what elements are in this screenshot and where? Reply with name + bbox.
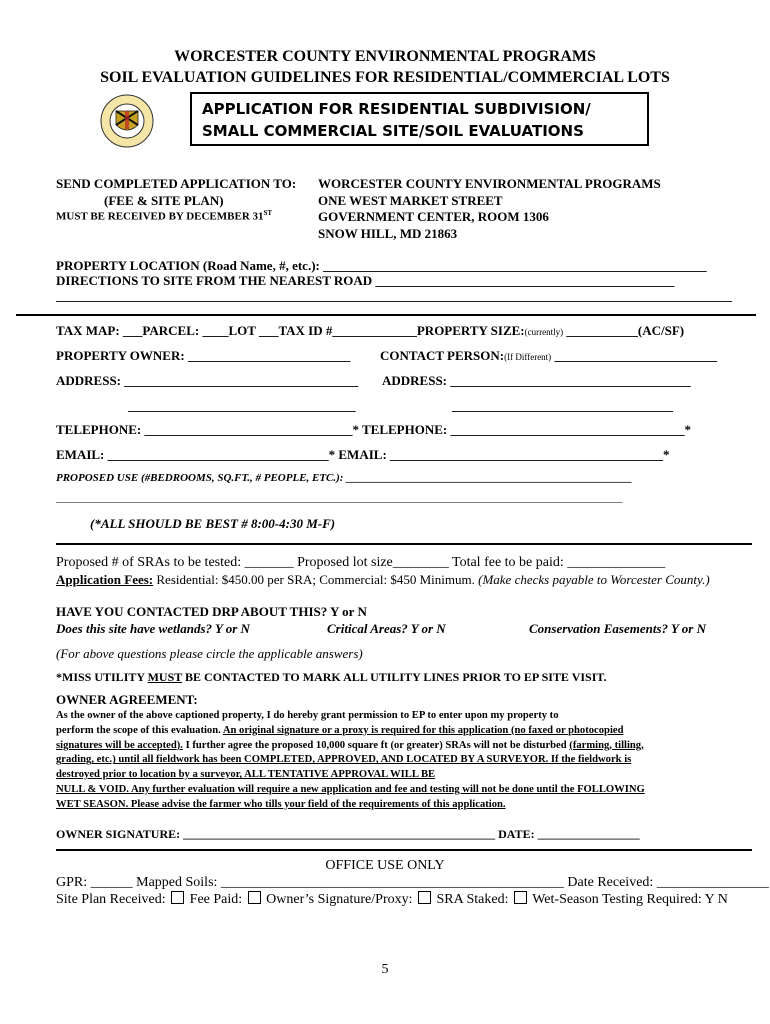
circle-answers-note: (For above questions please circle the applicable answers) <box>56 646 363 661</box>
divider-top <box>16 314 756 316</box>
divider-bottom <box>56 849 752 851</box>
application-title-line-2: SMALL COMMERCIAL SITE/SOIL EVALUATIONS <box>202 122 584 140</box>
header-title-2: SOIL EVALUATION GUIDELINES FOR RESIDENTIAL/COMMERCIAL LOTS <box>100 69 670 86</box>
property-location-field[interactable]: PROPERTY LOCATION (Road Name, #, etc.): ___________________________________________________________ <box>56 258 707 273</box>
critical-areas-question: Critical Areas? Y or N <box>327 621 446 636</box>
agreement-line-3a: signatures will be accepted). <box>56 739 183 751</box>
deadline <box>56 209 272 223</box>
agreement-line-4 <box>56 753 761 768</box>
best-time-note: (*ALL SHOULD BE BEST # 8:00-4:30 M-F) <box>90 516 336 531</box>
fee-site-plan: (FEE & SITE PLAN) <box>104 193 224 208</box>
agreement-line-1: As the owner of the above captioned property, I do hereby grant permission to EP to enter upon my property to <box>56 710 559 721</box>
contact-person-field[interactable]: _________________________ <box>554 348 717 363</box>
address-line-4: SNOW HILL, MD 21863 <box>318 226 458 241</box>
county-seal-logo <box>92 93 162 149</box>
fees-detail: Residential: $450.00 per SRA; Commercial: $450 Minimum. <box>153 572 479 587</box>
miss-utility-pre: *MISS UTILITY <box>56 670 148 684</box>
owner-agreement-title: OWNER AGREEMENT: <box>56 692 198 707</box>
property-owner-field[interactable]: PROPERTY OWNER: _________________________ <box>56 348 351 363</box>
agreement-line-3b: I further agree the proposed 10,000 square ft (or greater) SRAs will not be disturbed <box>182 739 570 751</box>
directions-blank-line[interactable]: ________________________________________________________________________________________________________ <box>56 288 732 303</box>
fee-paid-label: Fee Paid: <box>189 892 243 907</box>
proposed-use-blank[interactable]: _______________________________________________________________________________________________________ <box>56 492 623 504</box>
deadline-sup: ST <box>263 209 273 217</box>
agreement-line-3 <box>56 739 761 754</box>
drp-question: HAVE YOU CONTACTED DRP ABOUT THIS? Y or N <box>56 604 367 619</box>
agreement-line-4b: If the fieldwork is <box>548 754 632 766</box>
proposed-use-field[interactable]: PROPOSED USE (#BEDROOMS, SQ.FT., # PEOPLE, ETC.): ____________________________________________________ <box>56 472 633 484</box>
address-right-field[interactable]: ADDRESS: _____________________________________ <box>382 373 691 388</box>
if-different-note: (If Different) <box>504 352 552 362</box>
directions-field[interactable]: DIRECTIONS TO SITE FROM THE NEAREST ROAD ______________________________________________ <box>56 273 675 288</box>
owner-agreement-text <box>56 709 761 813</box>
header-title-1: WORCESTER COUNTY ENVIRONMENTAL PROGRAMS <box>174 48 596 65</box>
tax-map-row[interactable] <box>56 323 684 339</box>
agreement-line-7: WET SEASON. Please advise the farmer who tills your field of the requirements of this application. <box>56 798 506 810</box>
deadline-text: MUST BE RECEIVED BY DECEMBER 31 <box>56 210 264 223</box>
site-plan-label: Site Plan Received: <box>56 892 166 907</box>
contact-person-label: CONTACT PERSON: <box>380 348 505 363</box>
address-left-line-2[interactable]: ___________________________________ <box>128 398 356 413</box>
address-left-field[interactable]: ADDRESS: ____________________________________ <box>56 373 359 388</box>
sra-staked-label: SRA Staked: <box>436 892 509 907</box>
application-title-box <box>190 92 649 146</box>
agreement-line-4a: grading, etc.) until all fieldwork has been COMPLETED, APPROVED, AND LOCATED BY A SURVEYOR. <box>56 754 549 766</box>
address-line-2: ONE WEST MARKET STREET <box>318 193 503 208</box>
agreement-line-2 <box>56 724 761 739</box>
address-line-3: GOVERNMENT CENTER, ROOM 1306 <box>318 209 549 224</box>
owner-sig-label: Owner’s Signature/Proxy: <box>266 892 413 907</box>
agreement-line-2a: perform the scope of this evaluation. <box>56 724 223 736</box>
application-title-line-1: APPLICATION FOR RESIDENTIAL SUBDIVISION/ <box>202 100 591 118</box>
currently-note: (currently) <box>524 327 564 337</box>
conservation-question: Conservation Easements? Y or N <box>529 621 706 636</box>
sra-fee-line[interactable]: Proposed # of SRAs to be tested: _______ Proposed lot size________ Total fee to be paid: ______________ <box>56 555 666 570</box>
fee-paid-checkbox[interactable] <box>248 891 261 904</box>
gpr-line[interactable]: GPR: ______ Mapped Soils: _________________________________________________ Date Received: ________________ <box>56 875 769 890</box>
address-right-line-2[interactable]: __________________________________ <box>452 398 673 413</box>
owner-signature-field[interactable]: OWNER SIGNATURE: ____________________________________________________ DATE: _________________ <box>56 827 640 841</box>
contact-person-row[interactable] <box>380 348 717 364</box>
address-line-1: WORCESTER COUNTY ENVIRONMENTAL PROGRAMS <box>318 176 661 191</box>
telephone-row[interactable]: TELEPHONE: ________________________________* TELEPHONE: ____________________________________* <box>56 422 691 437</box>
office-checklist <box>56 891 728 908</box>
agreement-line-3c: (farming, tilling, <box>569 739 644 751</box>
agreement-line-5: destroyed prior to location by a surveyor, ALL TENTATIVE APPROVAL WILL BE <box>56 769 436 781</box>
send-label: SEND COMPLETED APPLICATION TO: <box>56 176 297 191</box>
checks-note: (Make checks payable to Worcester County.) <box>478 572 710 587</box>
fees-label: Application Fees: <box>56 572 154 587</box>
property-size-field[interactable]: ___________(AC/SF) <box>566 323 685 338</box>
office-use-title: OFFICE USE ONLY <box>325 858 445 873</box>
agreement-line-2b: An original signature or a proxy is required for this application (no faxed or photocopied <box>222 724 624 736</box>
site-plan-checkbox[interactable] <box>171 891 184 904</box>
miss-utility-must: MUST <box>147 670 183 684</box>
owner-sig-checkbox[interactable] <box>418 891 431 904</box>
miss-utility-note <box>56 670 607 685</box>
miss-utility-post: BE CONTACTED TO MARK ALL UTILITY LINES PRIOR TO EP SITE VISIT. <box>182 670 607 684</box>
email-row[interactable]: EMAIL: __________________________________* EMAIL: __________________________________________* <box>56 447 670 462</box>
divider-middle <box>56 543 752 545</box>
wetlands-question: Does this site have wetlands? Y or N <box>56 621 250 636</box>
page-number: 5 <box>381 962 389 977</box>
wet-season-label: Wet-Season Testing Required: Y N <box>528 892 728 907</box>
agreement-line-6: NULL & VOID. Any further evaluation will require a new application and fee and testing will not be done until the FOLLOWING <box>56 783 645 795</box>
tax-map-fields[interactable]: TAX MAP: ___PARCEL: ____LOT ___TAX ID #_____________PROPERTY SIZE: <box>56 323 525 338</box>
application-fees <box>56 572 710 588</box>
sra-staked-checkbox[interactable] <box>514 891 527 904</box>
